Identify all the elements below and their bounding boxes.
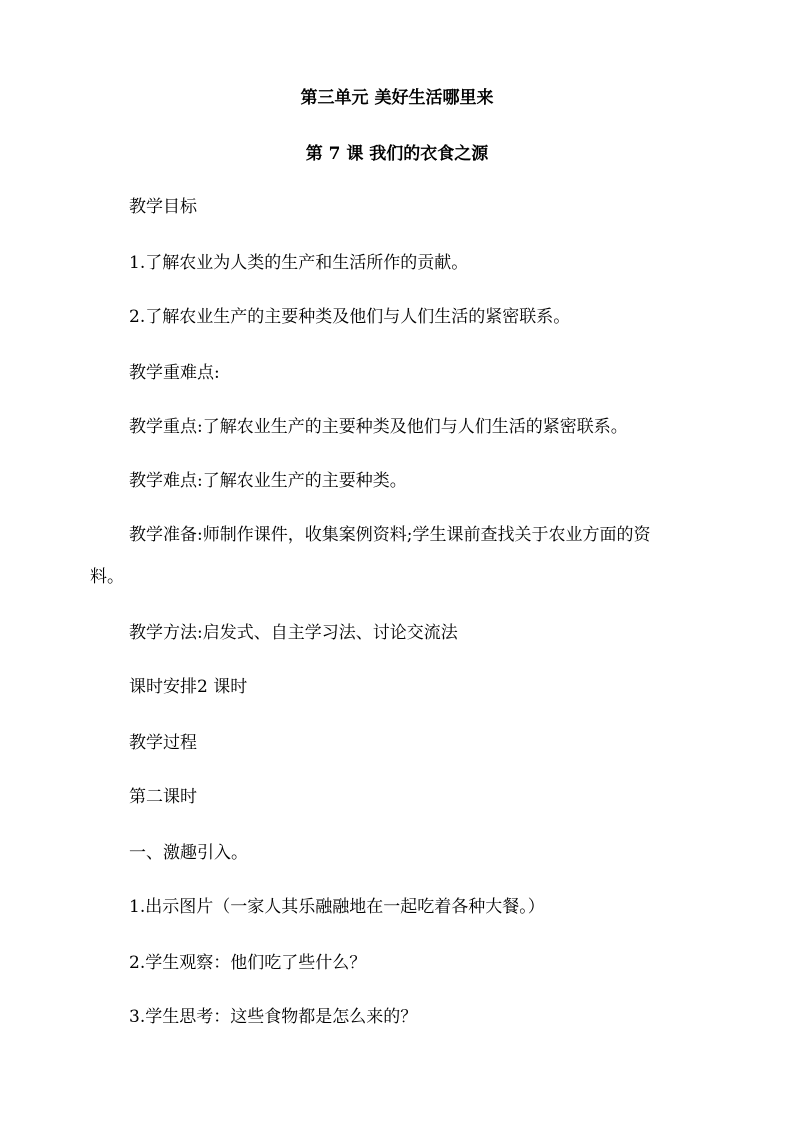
objective-1: 1.了解农业为人类的生产和生活所作的贡献。 (129, 253, 469, 273)
lesson-schedule: 课时安排2 课时 (129, 677, 248, 697)
lesson-title: 第 7 课 我们的衣食之源 (305, 144, 489, 164)
key-point: 教学重点:了解农业生产的主要种类及他们与人们生活的紧密联系。 (129, 417, 628, 437)
objective-2: 2.了解农业生产的主要种类及他们与人们生活的紧密联系。 (129, 307, 571, 327)
key-difficult-heading: 教学重难点: (129, 363, 220, 383)
step-2: 2.学生观察：他们吃了些什么？ (129, 953, 367, 973)
difficult-point: 教学难点:了解农业生产的主要种类。 (129, 471, 407, 491)
objectives-heading: 教学目标 (129, 197, 197, 217)
section-one-heading: 一、激趣引入。 (129, 843, 248, 863)
preparation-line-1: 教学准备:师制作课件，收集案例资料;学生课前查找关于农业方面的资 (129, 525, 651, 545)
unit-title: 第三单元 美好生活哪里来 (300, 88, 494, 108)
step-3: 3.学生思考：这些食物都是怎么来的？ (129, 1007, 418, 1027)
preparation-line-2: 料。 (90, 567, 124, 587)
teaching-method: 教学方法:启发式、自主学习法、讨论交流法 (129, 623, 458, 643)
step-1: 1.出示图片（一家人其乐融融地在一起吃着各种大餐。） (129, 897, 545, 917)
process-heading: 教学过程 (129, 733, 197, 753)
second-period: 第二课时 (129, 787, 197, 807)
